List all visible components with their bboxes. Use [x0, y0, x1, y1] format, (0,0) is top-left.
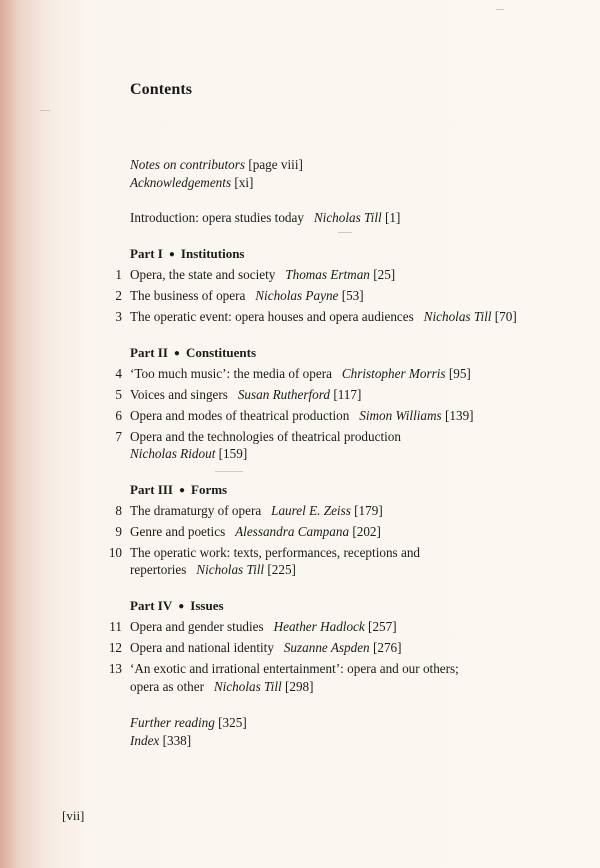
- toc-entry-chapter[interactable]: [130, 502, 383, 520]
- toc-entry-chapter[interactable]: [130, 660, 459, 678]
- part-heading: [130, 598, 224, 614]
- bullet-icon: ●: [178, 485, 186, 496]
- toc-entry-chapter[interactable]: [130, 407, 474, 425]
- toc-entry-contributors[interactable]: [130, 156, 303, 174]
- entry-page: [117]: [333, 387, 362, 402]
- chapter-number: 7: [115, 429, 122, 444]
- entry-page: [298]: [284, 679, 314, 694]
- entry-title-continued: repertories: [130, 562, 187, 577]
- chapter-number: 12: [108, 640, 122, 655]
- toc-entry-chapter[interactable]: [130, 544, 420, 562]
- toc-entry-chapter[interactable]: [130, 386, 361, 404]
- part-label: Part I: [130, 246, 163, 261]
- entry-author: Nicholas Ridout: [130, 446, 216, 461]
- chapter-number: 11: [109, 619, 122, 634]
- entry-title: The operatic event: opera houses and opera audiences: [130, 309, 414, 324]
- entry-author: Simon Williams: [359, 408, 442, 423]
- entry-label: Notes on contributors: [130, 157, 246, 172]
- bullet-icon: ●: [168, 249, 175, 260]
- entry-page: [25]: [373, 267, 396, 282]
- chapter-number: 9: [115, 524, 122, 539]
- entry-title: The business of opera: [130, 288, 246, 303]
- part-label: Part III: [130, 482, 173, 497]
- part-name: Constituents: [185, 345, 257, 360]
- bullet-icon: ●: [178, 601, 185, 612]
- entry-page: [179]: [354, 503, 383, 518]
- chapter-number: 4: [115, 366, 122, 381]
- entry-author: Heather Hadlock: [273, 619, 365, 634]
- toc-entry-chapter-continuation[interactable]: [130, 561, 296, 579]
- entry-author: Thomas Ertman: [285, 267, 370, 282]
- entry-page: [139]: [444, 408, 474, 423]
- entry-author: Nicholas Payne: [255, 288, 339, 303]
- part-name: Forms: [191, 482, 228, 497]
- entry-label: Index: [130, 733, 160, 748]
- entry-title: The dramaturgy of opera: [130, 503, 262, 518]
- entry-page: [159]: [218, 446, 248, 461]
- toc-entry-introduction[interactable]: [130, 209, 400, 227]
- entry-page: [325]: [218, 715, 247, 730]
- toc-entry-index[interactable]: [130, 732, 191, 750]
- part-label: Part IV: [130, 598, 173, 613]
- entry-title: Opera and national identity: [130, 640, 274, 655]
- entry-title: Opera and gender studies: [130, 619, 264, 634]
- toc-entry-chapter[interactable]: [130, 365, 471, 383]
- part-heading: [130, 482, 227, 498]
- contents-heading: Contents: [130, 81, 193, 98]
- scan-speck: [40, 110, 50, 111]
- part-heading: [130, 345, 256, 361]
- entry-author: Suzanne Aspden: [283, 640, 370, 655]
- entry-page: [225]: [267, 562, 296, 577]
- entry-page: [257]: [368, 619, 397, 634]
- entry-page: [70]: [494, 309, 517, 324]
- entry-page: [338]: [162, 733, 192, 748]
- toc-entry-chapter[interactable]: [130, 618, 397, 636]
- bullet-icon: ●: [173, 348, 180, 359]
- entry-title: ‘An exotic and irrational entertainment’: opera and our others;: [130, 661, 459, 676]
- entry-author: Alessandra Campana: [235, 524, 350, 539]
- part-name: Issues: [190, 598, 224, 613]
- entry-author: Laurel E. Zeiss: [271, 503, 351, 518]
- entry-author: Nicholas Till: [423, 309, 492, 324]
- entry-page: [53]: [341, 288, 364, 303]
- entry-title: Opera and the technologies of theatrical production: [130, 429, 401, 444]
- scan-speck: [496, 9, 504, 10]
- entry-author: Nicholas Till: [196, 562, 265, 577]
- chapter-number: 5: [115, 387, 122, 402]
- part-heading: [130, 246, 244, 262]
- chapter-number: 3: [115, 309, 122, 324]
- chapter-number: 1: [115, 267, 122, 282]
- entry-title: Voices and singers: [130, 387, 228, 402]
- entry-page: [202]: [352, 524, 381, 539]
- entry-page: [95]: [448, 366, 471, 381]
- toc-entry-acknowledgements[interactable]: [130, 174, 253, 192]
- toc-entry-chapter-continuation[interactable]: [130, 678, 314, 696]
- chapter-number: 13: [108, 661, 122, 676]
- scan-speck: [215, 471, 243, 472]
- entry-label: Acknowledgements: [130, 175, 232, 190]
- entry-author: Christopher Morris: [341, 366, 446, 381]
- entry-title: The operatic work: texts, performances, receptions and: [130, 545, 421, 560]
- entry-author: Nicholas Till: [213, 679, 282, 694]
- toc-entry-chapter[interactable]: [130, 639, 402, 657]
- scan-speck: [338, 232, 352, 233]
- page-folio: [vii]: [62, 808, 85, 823]
- chapter-number: 2: [115, 288, 122, 303]
- part-label: Part II: [130, 345, 168, 360]
- toc-entry-chapter[interactable]: [130, 266, 395, 284]
- toc-entry-chapter[interactable]: [130, 287, 364, 305]
- entry-title-continued: opera as other: [130, 679, 204, 694]
- entry-page: [1]: [384, 210, 401, 225]
- entry-title: Introduction: opera studies today: [130, 210, 304, 225]
- entry-author: Susan Rutherford: [237, 387, 331, 402]
- chapter-number: 8: [115, 503, 122, 518]
- entry-title: Opera and modes of theatrical production: [130, 408, 350, 423]
- toc-entry-chapter[interactable]: [130, 308, 517, 326]
- toc-entry-further-reading[interactable]: [130, 714, 247, 732]
- entry-title: ‘Too much music’: the media of opera: [130, 366, 332, 381]
- toc-entry-chapter[interactable]: [130, 523, 381, 541]
- chapter-number: 6: [115, 408, 122, 423]
- entry-title: Genre and poetics: [130, 524, 226, 539]
- entry-title: Opera, the state and society: [130, 267, 276, 282]
- entry-label: Further reading: [130, 715, 215, 730]
- entry-page: [page viii]: [248, 157, 303, 172]
- chapter-number: 10: [108, 545, 122, 560]
- toc-entry-chapter[interactable]: [130, 428, 401, 446]
- part-name: Institutions: [180, 246, 245, 261]
- entry-page: [276]: [372, 640, 402, 655]
- entry-page: [xi]: [234, 175, 254, 190]
- toc-entry-chapter-continuation[interactable]: [130, 445, 247, 463]
- entry-author: Nicholas Till: [313, 210, 382, 225]
